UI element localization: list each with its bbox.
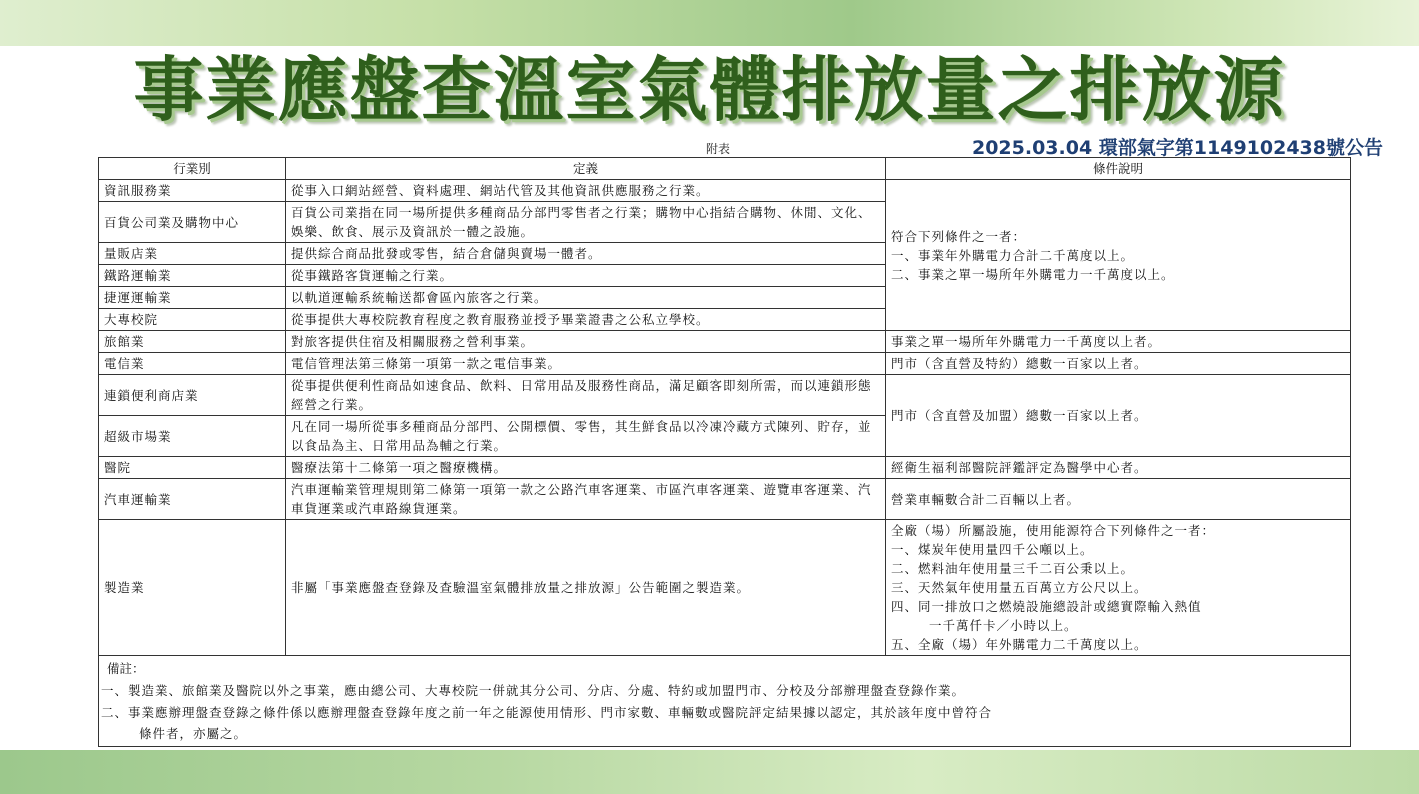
condition-line: 一、煤炭年使用量四千公噸以上。	[891, 542, 1094, 557]
table-row	[99, 520, 1351, 656]
note-item-continuation: 條件者，亦屬之。	[139, 726, 248, 741]
definition-cell: 以軌道運輸系統輸送都會區內旅客之行業。	[286, 287, 886, 309]
industry-cell: 製造業	[99, 520, 286, 656]
table-row	[99, 180, 1351, 202]
announcement-reference: 2025.03.04 環部氣字第1149102438號公告	[971, 137, 1383, 159]
industry-cell: 醫院	[99, 457, 286, 479]
condition-line: 二、燃料油年使用量三千二百公秉以上。	[891, 561, 1135, 576]
table-caption: 附表	[706, 142, 731, 156]
condition-cell: 經衛生福利部醫院評鑑評定為醫學中心者。	[886, 457, 1351, 479]
condition-line: 四、同一排放口之燃燒設施總設計或總實際輸入熱值	[891, 599, 1202, 614]
industry-cell: 汽車運輸業	[99, 479, 286, 520]
definition-cell: 非屬「事業應盤查登錄及查驗溫室氣體排放量之排放源」公告範圍之製造業。	[286, 520, 886, 656]
table-row	[99, 479, 1351, 520]
condition-cell-group1	[886, 180, 1351, 331]
industry-cell: 資訊服務業	[99, 180, 286, 202]
condition-line: 二、事業之單一場所年外購電力一千萬度以上。	[891, 266, 1175, 282]
table-row	[99, 457, 1351, 479]
header-definition: 定義	[286, 158, 886, 180]
condition-cell: 事業之單一場所年外購電力一千萬度以上者。	[886, 331, 1351, 353]
header-condition: 條件說明	[886, 158, 1351, 180]
condition-cell: 營業車輛數合計二百輛以上者。	[886, 479, 1351, 520]
header-industry: 行業別	[99, 158, 286, 180]
table-header-row	[99, 158, 1351, 180]
industry-cell: 旅館業	[99, 331, 286, 353]
table-row	[99, 375, 1351, 416]
note-item: 二、事業應辦理盤查登錄之條件係以應辦理盤查登錄年度之前一年之能源使用情形、門市家數、車輛數或醫院評定結果據以認定，其於該年度中曾符合	[101, 705, 993, 720]
table-row	[99, 353, 1351, 375]
notes-row	[99, 656, 1351, 747]
definition-cell: 從事提供便利性商品如速食品、飲料、日常用品及服務性商品，滿足顧客即刻所需，而以連鎖形態經營之行業。	[286, 375, 886, 416]
definition-cell: 凡在同一場所從事多種商品分部門、公開標價、零售，其生鮮食品以冷凍冷藏方式陳列、貯存，並以食品為主、日常用品為輔之行業。	[286, 416, 886, 457]
definition-cell: 從事入口網站經營、資料處理、網站代管及其他資訊供應服務之行業。	[286, 180, 886, 202]
table-row	[99, 331, 1351, 353]
condition-line: 一千萬仟卡／小時以上。	[929, 618, 1078, 633]
industry-cell: 大專校院	[99, 309, 286, 331]
condition-line: 五、全廠（場）年外購電力二千萬度以上。	[891, 637, 1148, 652]
top-decorative-band	[0, 0, 1419, 46]
condition-line: 全廠（場）所屬設施，使用能源符合下列條件之一者：	[891, 523, 1216, 538]
notes-cell	[99, 656, 1351, 747]
industry-cell: 量販店業	[99, 243, 286, 265]
emission-source-table	[98, 157, 1351, 747]
definition-cell: 從事鐵路客貨運輸之行業。	[286, 265, 886, 287]
condition-line: 符合下列條件之一者：	[891, 228, 1027, 244]
industry-cell: 鐵路運輸業	[99, 265, 286, 287]
definition-cell: 電信管理法第三條第一項第一款之電信事業。	[286, 353, 886, 375]
definition-cell: 對旅客提供住宿及相關服務之營利事業。	[286, 331, 886, 353]
definition-cell: 百貨公司業指在同一場所提供多種商品分部門零售者之行業；購物中心指結合購物、休閒、文化、娛樂、飲食、展示及資訊於一體之設施。	[286, 202, 886, 243]
note-item: 一、製造業、旅館業及醫院以外之事業，應由總公司、大專校院一併就其分公司、分店、分處、特約或加盟門市、分校及分部辦理盤查登錄作業。	[101, 683, 966, 698]
industry-cell: 捷運運輸業	[99, 287, 286, 309]
page-title: 事業應盤查溫室氣體排放量之排放源	[133, 49, 1286, 131]
condition-line: 一、事業年外購電力合計二千萬度以上。	[891, 247, 1135, 263]
condition-line: 三、天然氣年使用量五百萬立方公尺以上。	[891, 580, 1148, 595]
industry-cell: 超級市場業	[99, 416, 286, 457]
condition-cell: 門市（含直營及加盟）總數一百家以上者。	[886, 375, 1351, 457]
industry-cell: 連鎖便利商店業	[99, 375, 286, 416]
condition-cell-manufacturing	[886, 520, 1351, 656]
definition-cell: 從事提供大專校院教育程度之教育服務並授予畢業證書之公私立學校。	[286, 309, 886, 331]
condition-cell: 門市（含直營及特約）總數一百家以上者。	[886, 353, 1351, 375]
definition-cell: 汽車運輸業管理規則第二條第一項第一款之公路汽車客運業、市區汽車客運業、遊覽車客運業、汽車貨運業或汽車路線貨運業。	[286, 479, 886, 520]
notes-heading: 備註：	[107, 661, 145, 676]
industry-cell: 電信業	[99, 353, 286, 375]
industry-cell: 百貨公司業及購物中心	[99, 202, 286, 243]
definition-cell: 醫療法第十二條第一項之醫療機構。	[286, 457, 886, 479]
definition-cell: 提供綜合商品批發或零售，結合倉儲與賣場一體者。	[286, 243, 886, 265]
bottom-decorative-band	[0, 750, 1419, 794]
